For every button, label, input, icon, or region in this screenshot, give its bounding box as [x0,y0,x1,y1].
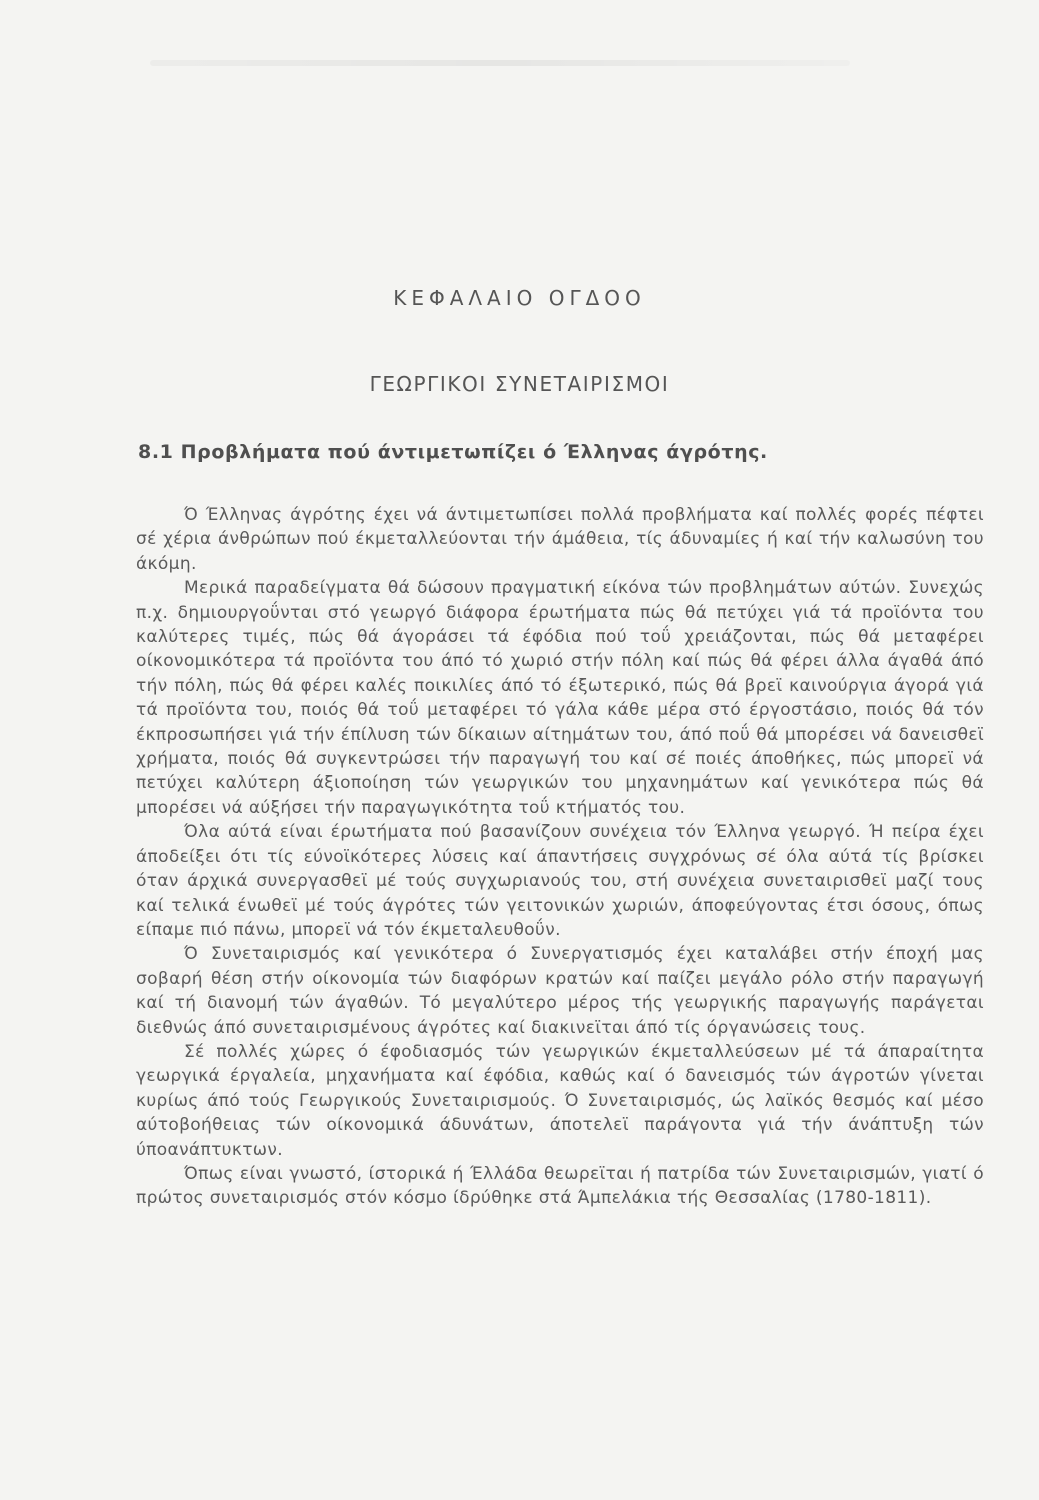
paragraph-5: Σέ πολλές χώρες ό έφοδιασμός τών γεωργικών έκμεταλλεύσεων μέ τά άπαραίτητα γεωργικά έργαλεία, μηχανήματα καί έφόδια, καθώς καί ό δανεισμός τών άγροτών γίνεται κυρίως άπό τούς Γεωργικούς Συνεταιρισμούς. Ό Συνεταιρισμός, ώς λαϊκός θεσμός καί μέσο αύτοβοήθειας τών οίκονομικά άδυνάτων, άποτελεϊ παράγοντα γιά τήν άνάπτυξη τών ύποανάπτυκτων. [136,1041,984,1160]
paragraph-2: Μερικά παραδείγματα θά δώσουν πραγματική είκόνα τών προβλημάτων αύτών. Συνεχώς π.χ. δημιουργοΰνται στό γεωργό διάφορα έρωτήματα πώς θά πετύχει γιά τά προϊόντα του καλύτερες τιμές, πώς θά άγοράσει τά έφόδια πού τοΰ χρειάζονται, πώς θά μεταφέρει οίκονομικότερα τά προϊόντα του άπό τό χωριό στήν πόλη καί πώς θά φέρει άλλα άγαθά άπό τήν πόλη, πώς θά φέρει καλές ποικιλίες άπό τό έξωτερικό, πώς θά βρεϊ καινούργια άγορά γιά τά προϊόντα του, ποιός θά τοΰ μεταφέρει τό γάλα κάθε μέρα στό έργοστάσιο, ποιός θά τόν έκπροσωπήσει γιά τήν έπίλυση τών δίκαιων αίτημάτων του, άπό ποΰ θά μπορέσει νά δανεισθεϊ χρήματα, ποιός θά συγκεντρώσει τήν παραγωγή του καί σέ ποιές άποθήκες, πώς μπορεϊ νά πετύχει καλύτερη άξιοποίηση τών γεωργικών του μηχανημάτων καί γενικότερα πώς θά μπορέσει νά αύξήσει τήν παραγωγικότητα τοΰ κτήματός του. [136,578,984,818]
bleed-through-shadow [150,60,850,66]
paragraph-6: Όπως είναι γνωστό, ίστορικά ή Έλλάδα θεωρεϊται ή πατρίδα τών Συνεταιρισμών, γιατί ό πρώτος συνεταιρισμός στόν κόσμο ίδρύθηκε στά Άμπελάκια τής Θεσσαλίας (1780-1811). [136,1163,984,1209]
paragraph-3: Όλα αύτά είναι έρωτήματα πού βασανίζουν συνέχεια τόν Έλληνα γεωργό. Ή πείρα έχει άποδείξει ότι τίς εύνοϊκότερες λύσεις καί άπαντήσεις συγχρόνως σέ όλα αύτά τίς βρίσκει όταν άρχικά συνεργασθεϊ μέ τούς συγχωριανούς του, στή συνέχεια συνεταιρισθεϊ μαζί τους καί τελικά ένωθεϊ μέ τούς άγρότες τών γειτονικών χωριών, άποφεύγοντας έτσι όσους, όπως είπαμε πιό πάνω, μπορεϊ νά τόν έκμεταλευθοΰν. [136,822,984,940]
paragraph-1: Ό Έλληνας άγρότης έχει νά άντιμετωπίσει πολλά προβλήματα καί πολλές φορές πέφτει σέ χέρια άνθρώπων πού έκμεταλλεύονται τήν άμάθεια, τίς άδυναμίες ή καί τήν καλωσύνη του άκόμη. [136,505,984,574]
paragraph-4: Ό Συνεταιρισμός καί γενικότερα ό Συνεργατισμός έχει καταλάβει στήν έποχή μας σοβαρή θέση στήν οίκονομία τών διαφόρων κρατών καί παίζει μεγάλο ρόλο στήν παραγωγή καί τή διανομή τών άγαθών. Τό μεγαλύτερο μέρος τής γεωργικής παραγωγής παράγεται διεθνώς άπό συνεταιρισμένους άγρότες καί διακινεϊται άπό τίς όργανώσεις τους. [136,944,984,1038]
body-text [136,503,984,1211]
section-heading: 8.1 Προβλήματα πού άντιμετωπίζει ό Έλληνας άγρότης. [138,441,768,463]
chapter-label: ΚΕΦΑΛΑΙΟ ΟΓΔΟΟ [393,286,646,310]
chapter-title: ΓΕΩΡΓΙΚΟΙ ΣΥΝΕΤΑΙΡΙΣΜΟΙ [369,372,670,396]
